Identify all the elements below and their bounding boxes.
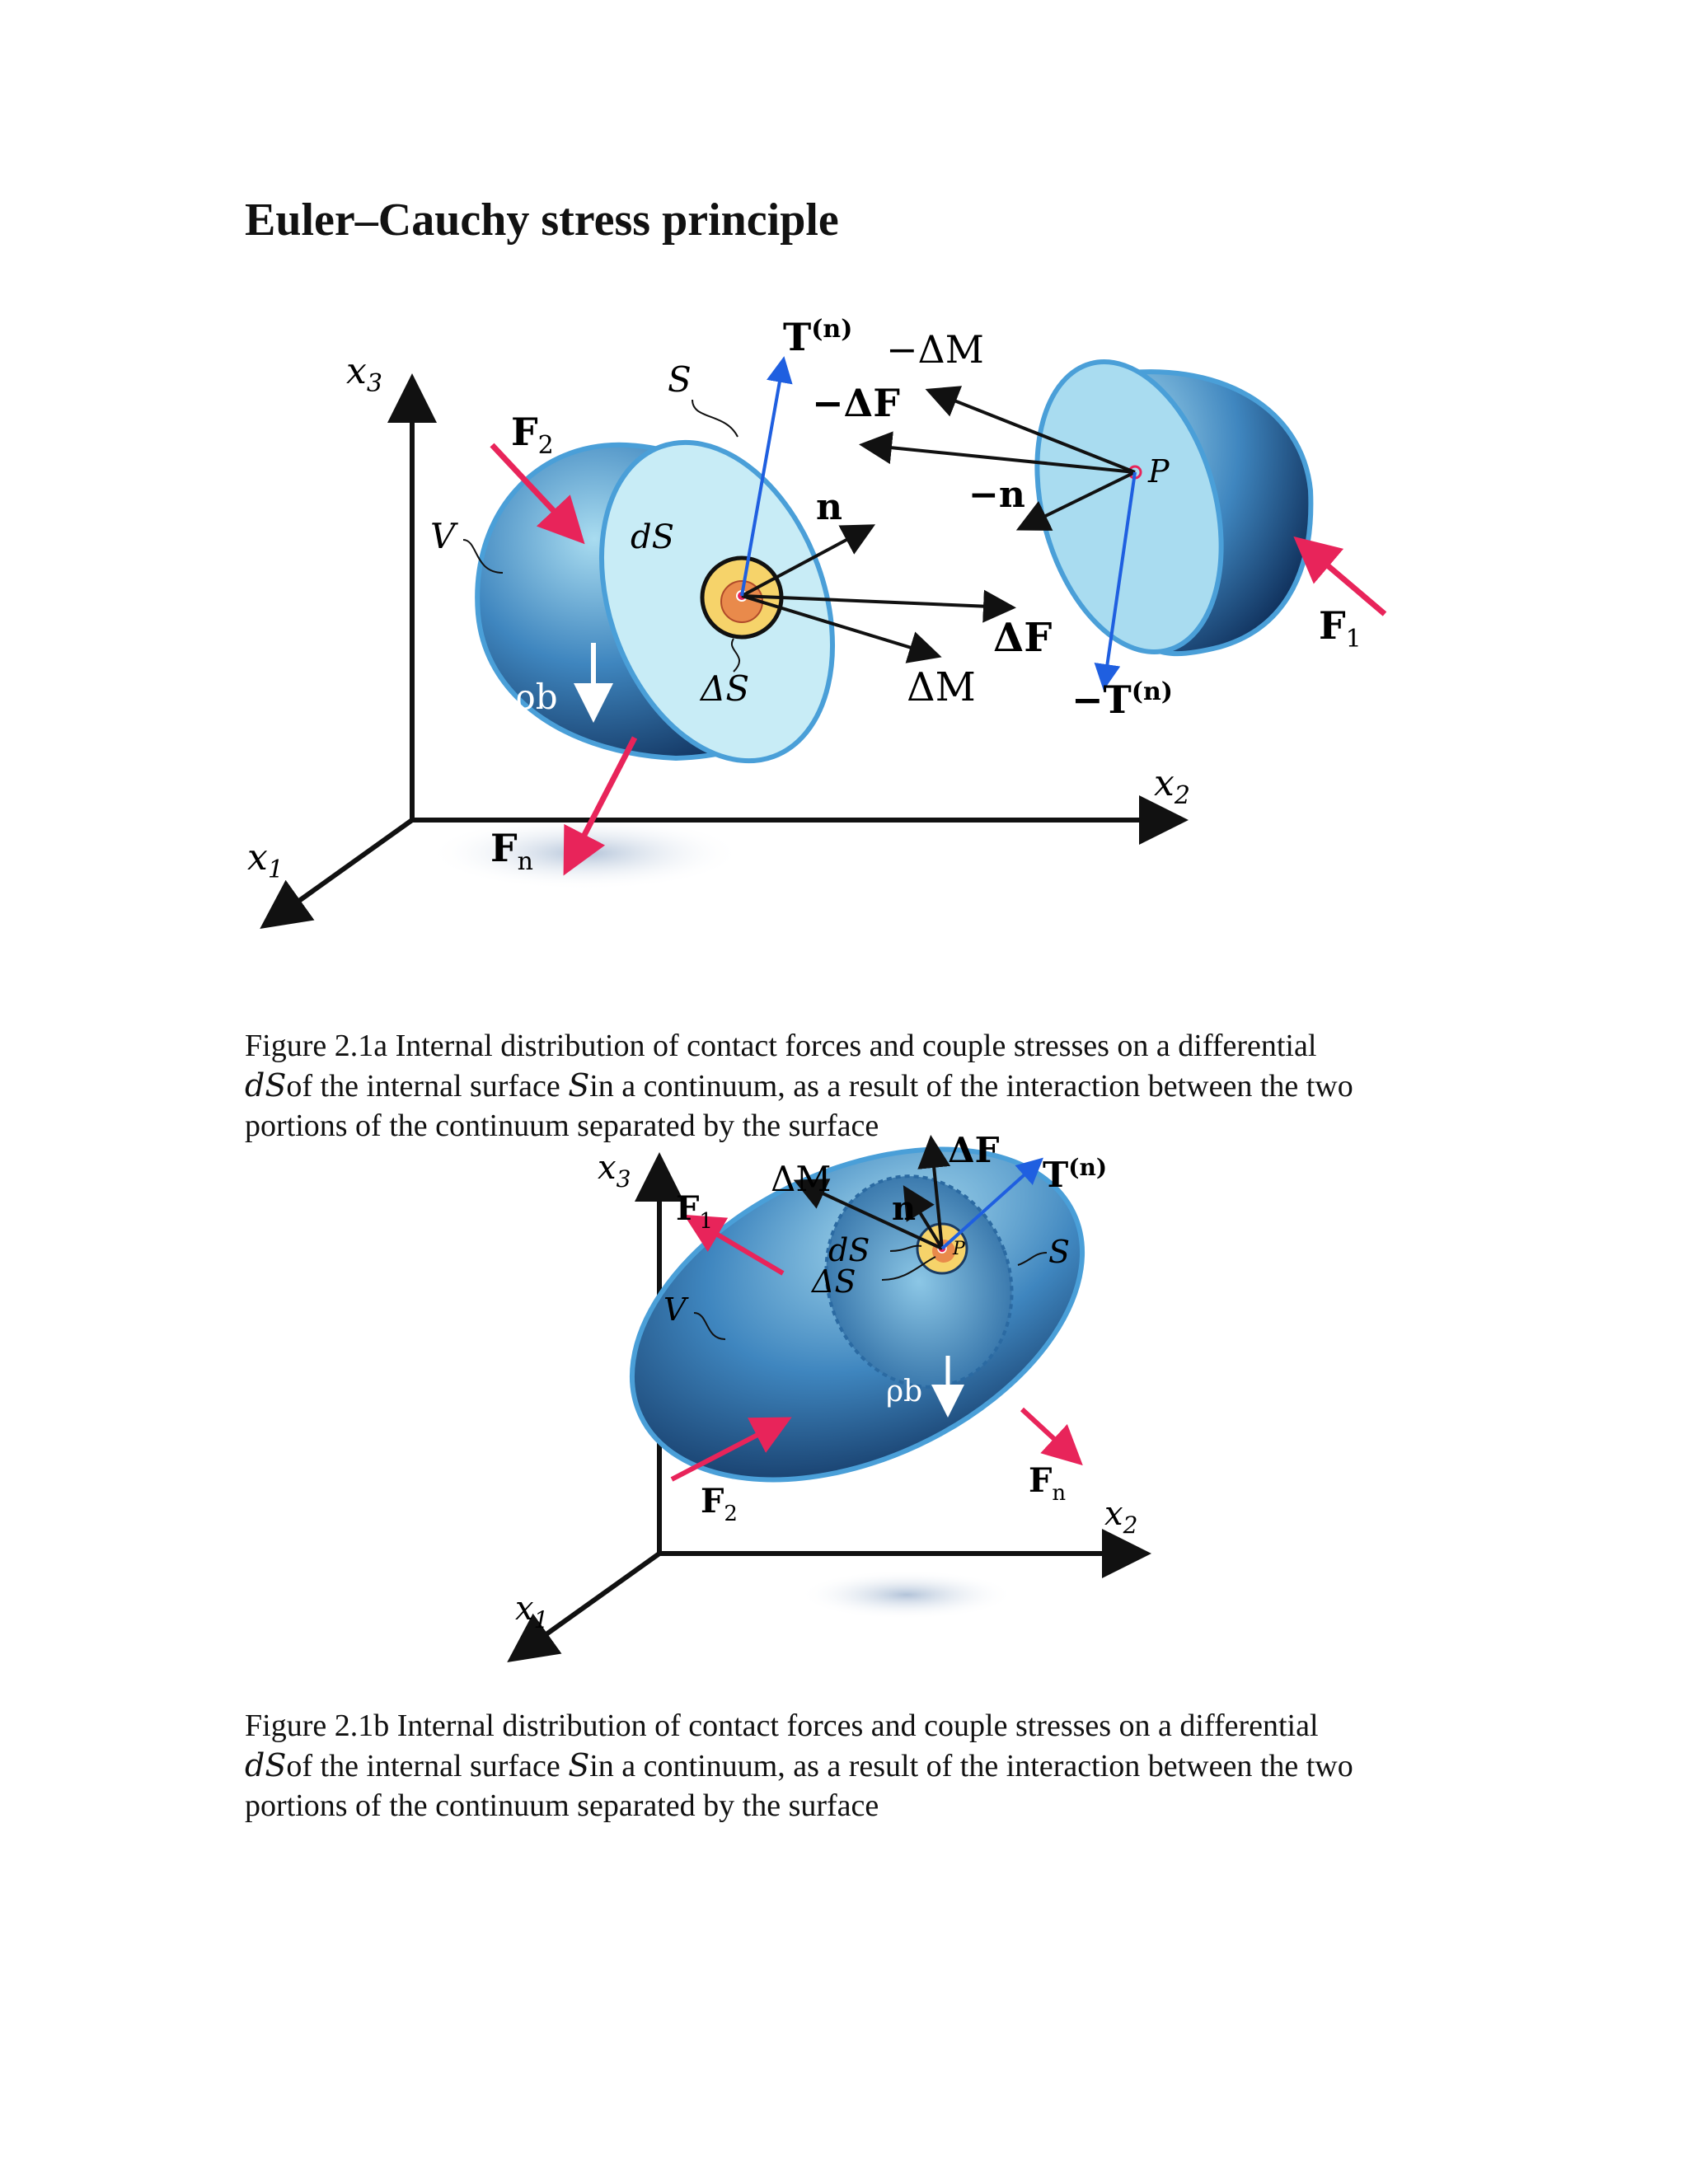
axis-label-x2: $x_2$ (1154, 762, 1190, 810)
label-deltaM: ΔM (907, 664, 976, 710)
x1-axis (515, 1554, 659, 1657)
label-F2: $F_2$ (701, 1482, 738, 1526)
label-n: n (892, 1189, 917, 1228)
label-deltaF: ΔF (993, 615, 1053, 661)
x1-axis (268, 820, 412, 923)
label-deltaM: ΔM (771, 1159, 832, 1199)
label-S: S (668, 359, 692, 400)
label-minus-deltaM: −ΔM (886, 327, 984, 372)
label-dS: dS (631, 518, 675, 556)
axis-label-x3: $x_3$ (598, 1149, 631, 1193)
label-F1: $F_1$ (1319, 603, 1362, 654)
figure-2-1b-diagram (462, 1129, 1203, 1706)
label-T-n: $T^{(n)}$ (1043, 1154, 1108, 1195)
label-Fn: $F_n$ (1029, 1461, 1067, 1506)
axis-label-x3: $x_3$ (346, 350, 382, 398)
label-minus-n: −n (968, 474, 1025, 516)
axis-label-x1: $x_1$ (515, 1590, 549, 1633)
label-n: n (816, 486, 842, 528)
label-P: P (953, 1239, 965, 1259)
label-rho-b: ρb (515, 677, 558, 717)
label-V: V (663, 1291, 687, 1328)
label-F1: $F_1$ (676, 1189, 713, 1234)
axis-label-x1: $x_1$ (247, 837, 284, 884)
S-leader (692, 400, 738, 437)
page-title: Euler–Cauchy stress principle (245, 194, 839, 246)
label-minus-T-n: $-T^{(n)}$ (1071, 677, 1173, 722)
label-F2: $F_2$ (511, 410, 554, 460)
label-V: V (430, 516, 456, 556)
label-minus-deltaF: −ΔF (812, 381, 900, 425)
label-P: P (1148, 453, 1170, 490)
Fn-force (1022, 1409, 1076, 1459)
label-dS: dS (828, 1232, 870, 1268)
label-T-n: $T^{(n)}$ (783, 315, 853, 359)
label-Fn: $F_n$ (490, 826, 533, 876)
axis-label-x2: $x_2$ (1104, 1495, 1138, 1539)
label-rho-b: ρb (886, 1375, 923, 1408)
label-deltaS: ΔS (701, 668, 750, 709)
label-S: S (1048, 1234, 1071, 1270)
ground-shadow (429, 816, 742, 890)
label-deltaF: ΔF (948, 1130, 1000, 1170)
label-deltaS: ΔS (812, 1263, 856, 1300)
figure-2-1a-diagram (206, 309, 1442, 960)
figure-2-1a-caption: Figure 2.1a Internal distribution of contact forces and couple stresses on a differential dSof the internal surface Sin a continuum, as a result of the interaction between the two portions of the continuum separated by the surface (245, 1029, 1353, 1143)
figure-2-1b-caption: Figure 2.1b Internal distribution of contact forces and couple stresses on a differential dSof the internal surface Sin a continuum, as a result of the interaction between the two portions of the continuum separated by the surface (245, 1708, 1353, 1823)
ground-shadow (799, 1570, 1014, 1619)
